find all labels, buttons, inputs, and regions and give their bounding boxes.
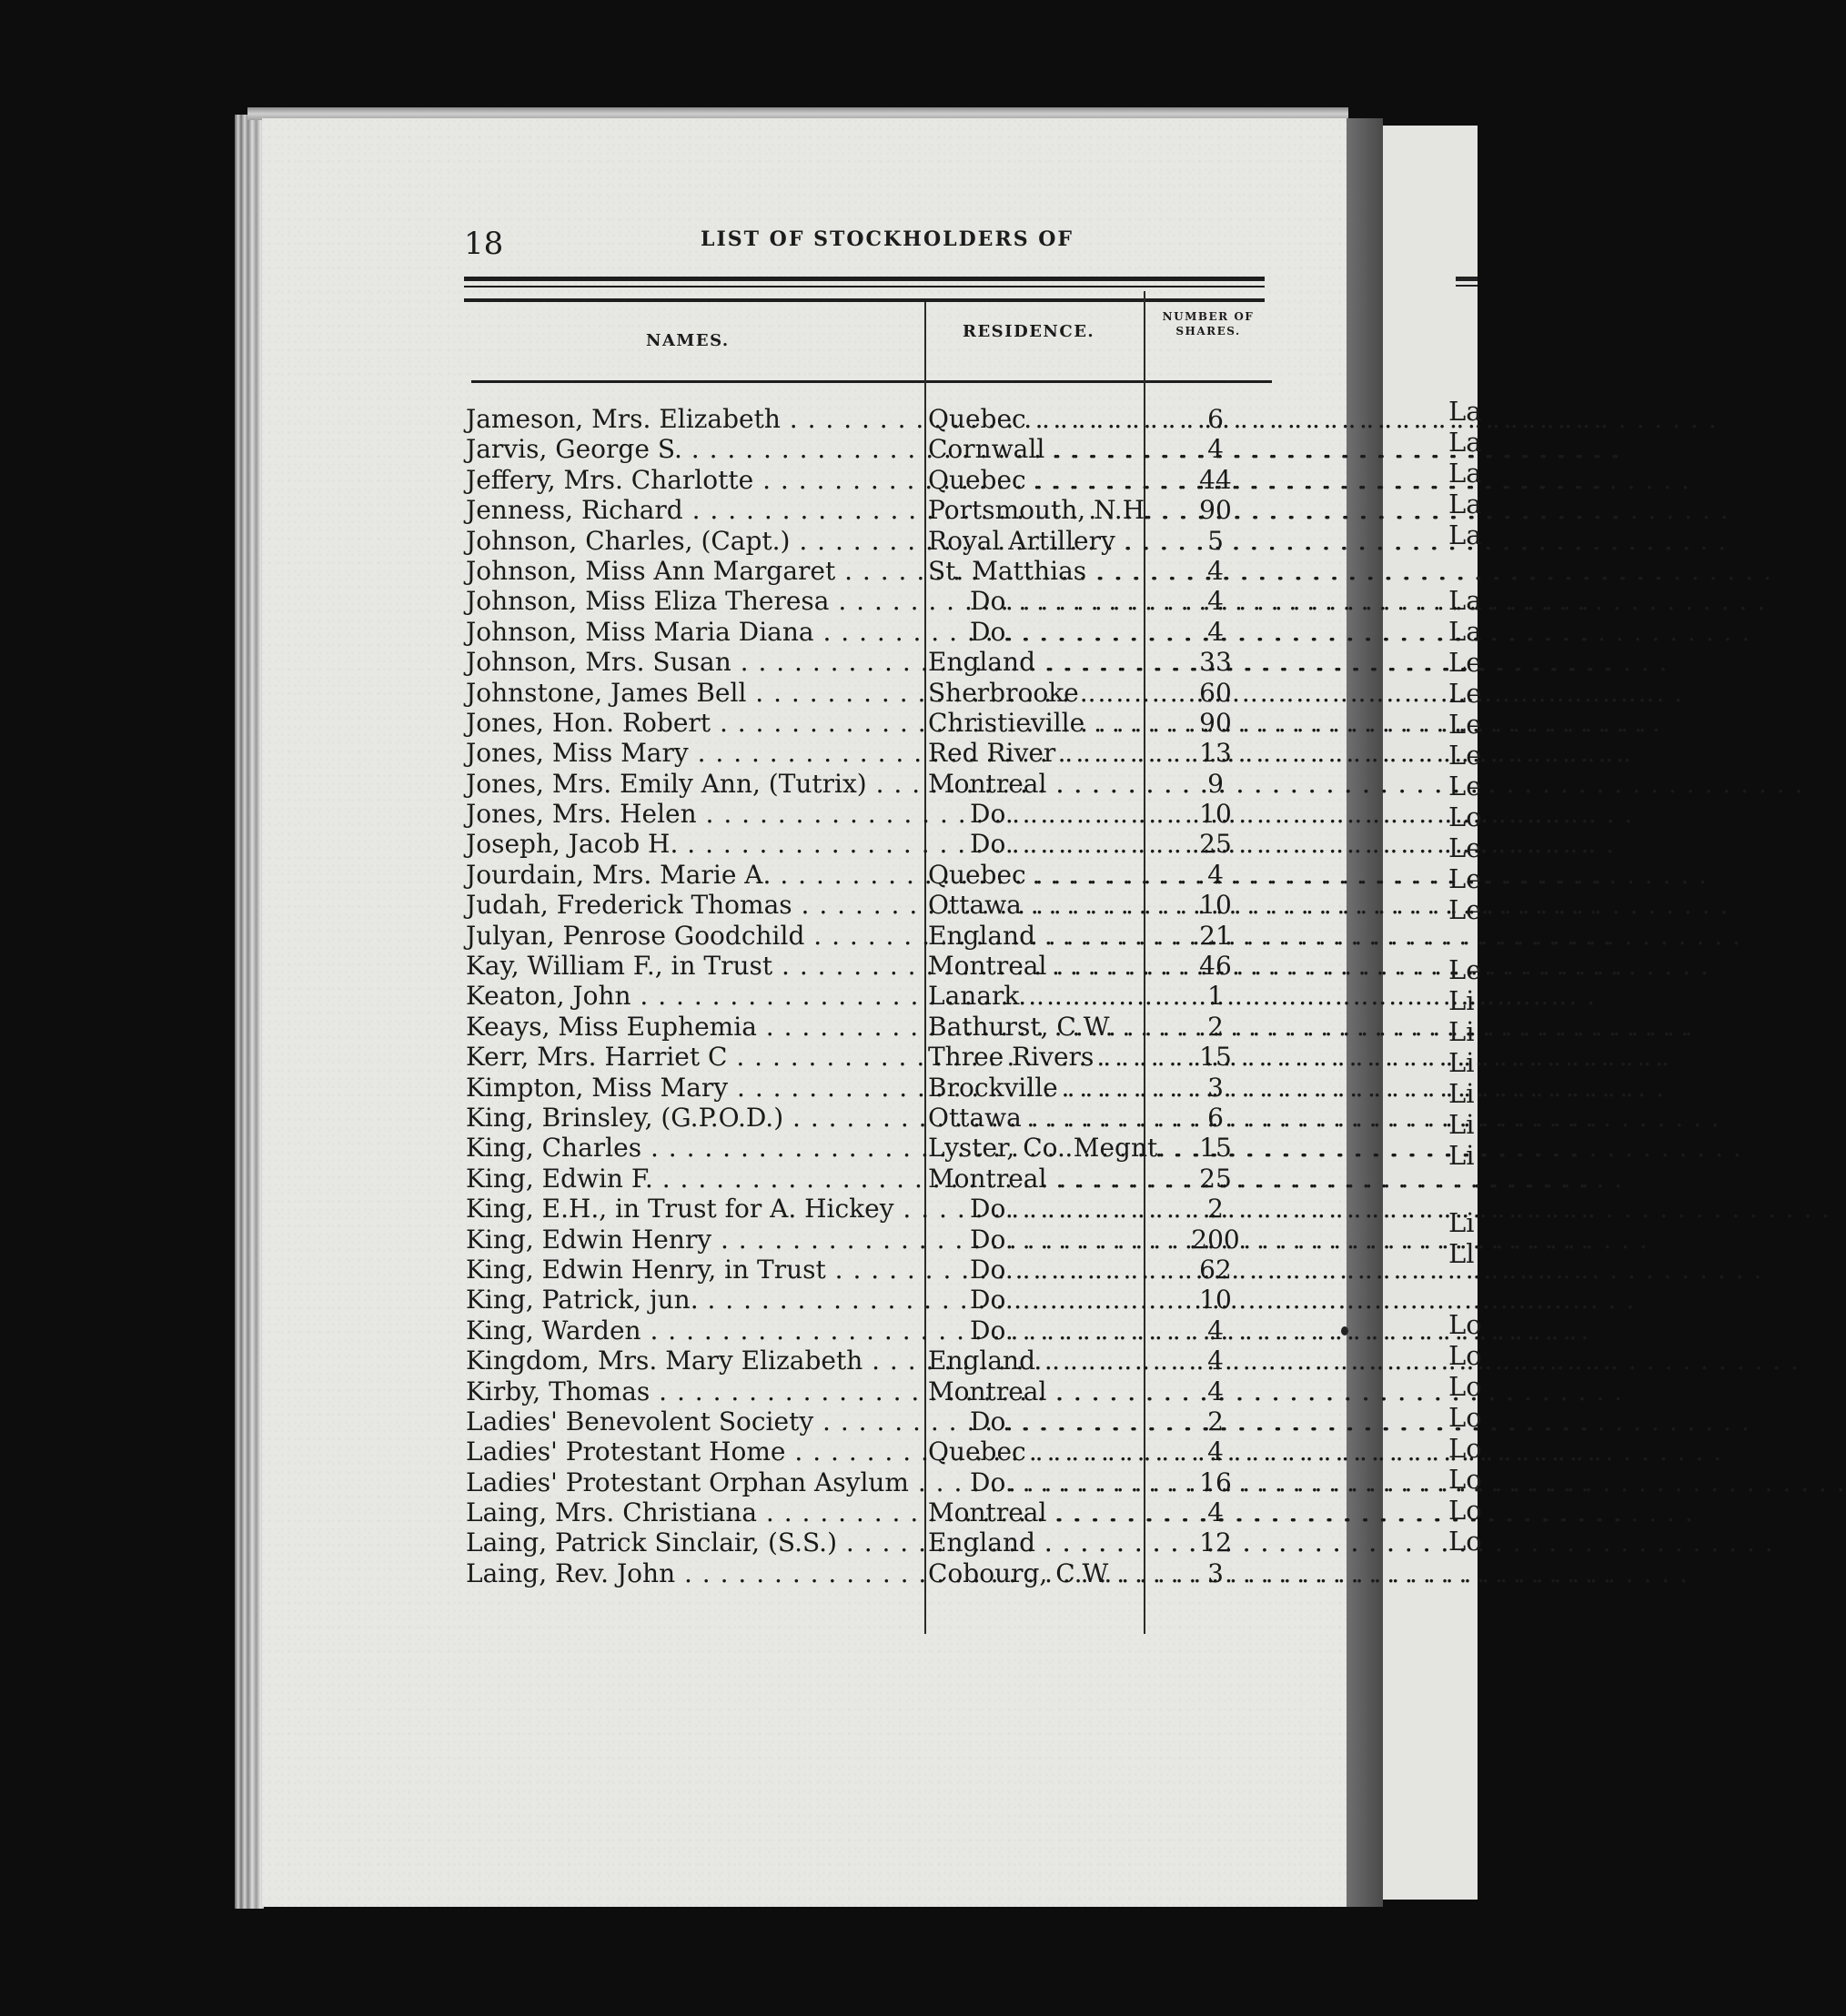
stockholder-shares: 1 (1207, 981, 1224, 1012)
stockholder-name: King, Patrick, jun. . . . (466, 1285, 923, 1315)
stockholder-name: Kay, William F., in Trust . . . (466, 951, 923, 981)
stockholder-shares: 90 (1199, 495, 1232, 526)
stockholder-shares: 2 (1207, 1194, 1224, 1225)
stockholder-name: Laing, Mrs. Christiana . . . (466, 1497, 923, 1527)
table-row (466, 1103, 1285, 1133)
facing-page-fragment: Lo (1448, 801, 1482, 832)
stockholder-residence: Portsmouth, N.H. . . . (928, 495, 1143, 525)
stockholder-shares: 2 (1207, 1011, 1224, 1042)
stockholder-shares: 90 (1199, 707, 1232, 738)
stockholder-shares: 6 (1207, 1102, 1224, 1133)
stockholder-name: Julyan, Penrose Goodchild . . . (466, 921, 923, 951)
stockholder-residence: Do. . . . (928, 1467, 1143, 1497)
facing-page-fragment: Li (1448, 985, 1475, 1016)
stockholder-name: King, Warden . . . (466, 1315, 923, 1346)
stockholder-residence: Do. . . . (928, 799, 1143, 829)
stockholder-residence: Cobourg, C.W. . . . (928, 1558, 1143, 1588)
table-row (466, 617, 1285, 647)
facing-page-fragment: La (1448, 489, 1482, 519)
stockholder-shares: 2 (1207, 1406, 1224, 1436)
stockholder-residence: Do. . . . (928, 1406, 1143, 1436)
column-header-shares-line1: NUMBER OF (1162, 310, 1255, 323)
table-row (466, 647, 1285, 677)
table-row (466, 1225, 1285, 1255)
facing-page-fragment: Lo (1448, 1526, 1482, 1557)
stockholder-shares: 200 (1191, 1224, 1240, 1255)
ink-speck (1341, 1326, 1348, 1336)
stockholder-residence: Montreal . . . (928, 1376, 1143, 1406)
facing-page-fragment: Li (1448, 1207, 1475, 1238)
stockholder-name: Ladies' Protestant Home . . . (466, 1436, 923, 1467)
table-row (466, 1467, 1285, 1497)
stockholder-name: King, E.H., in Trust for A. Hickey . . . (466, 1194, 923, 1224)
facing-page-fragment: Li (1448, 1047, 1475, 1078)
table-row (466, 769, 1285, 799)
facing-page-fragment: Lo (1448, 1464, 1482, 1495)
table-row (466, 860, 1285, 890)
facing-page-fragment: Li (1448, 1140, 1475, 1171)
table-row (466, 1194, 1285, 1224)
table-row (466, 1133, 1285, 1163)
stockholder-shares: 3 (1207, 1557, 1224, 1588)
stockholder-shares: 33 (1199, 647, 1232, 678)
facing-page-fragment: Lo (1448, 1309, 1482, 1340)
stockholder-name: Johnson, Charles, (Capt.) . . . (466, 526, 923, 556)
stockholder-residence: Do. . . . (928, 1225, 1143, 1255)
table-row (466, 1042, 1285, 1072)
stockholder-shares: 4 (1207, 616, 1224, 647)
stockholder-residence: Quebec . . . (928, 465, 1143, 495)
stockholder-name: Johnson, Miss Ann Margaret . . . (466, 556, 923, 586)
stockholder-shares: 10 (1199, 890, 1232, 921)
stockholder-name: Jenness, Richard . . . (466, 495, 923, 525)
table-row (466, 678, 1285, 708)
stockholder-shares: 6 (1207, 404, 1224, 434)
header-rule (464, 277, 1265, 281)
stockholder-name: Jones, Miss Mary . . . (466, 738, 923, 768)
stockholder-residence: Quebec . . . (928, 404, 1143, 434)
stockholder-residence: Ottawa . . . (928, 890, 1143, 920)
stockholder-shares: 4 (1207, 859, 1224, 890)
stockholder-residence: Brockville . . . (928, 1073, 1143, 1103)
facing-page-fragment: Le (1448, 894, 1482, 925)
table-row (466, 1315, 1285, 1346)
stockholder-residence: Montreal . . . (928, 1164, 1143, 1194)
stockholder-name: Jones, Mrs. Emily Ann, (Tutrix) . . . (466, 769, 923, 799)
table-row (466, 921, 1285, 951)
stockholder-name: King, Charles . . . (466, 1133, 923, 1163)
facing-page-fragment: Ll (1448, 1238, 1475, 1269)
table-row (466, 495, 1285, 525)
stockholder-shares: 15 (1199, 1042, 1232, 1073)
stockholder-residence: Three Rivers . . . (928, 1042, 1143, 1072)
stockholder-residence: England . . . (928, 647, 1143, 677)
stockholder-shares: 62 (1199, 1254, 1232, 1285)
stockholder-shares: 21 (1199, 920, 1232, 951)
stockholder-residence: Do. . . . (928, 1255, 1143, 1285)
stockholder-name: Kerr, Mrs. Harriet C . . . (466, 1042, 923, 1072)
facing-page-fragment: La (1448, 519, 1482, 550)
stockholder-name: Jarvis, George S. . . . (466, 434, 923, 464)
table-row (466, 829, 1285, 859)
stockholder-residence: Montreal . . . (928, 951, 1143, 981)
stockholder-residence: Do. . . . (928, 1285, 1143, 1315)
stockholder-residence: Quebec . . . (928, 1436, 1143, 1467)
stockholder-name: Ladies' Protestant Orphan Asylum . . . (466, 1467, 923, 1497)
stockholder-name: Kirby, Thomas . . . (466, 1376, 923, 1406)
stockholder-name: King, Brinsley, (G.P.O.D.) . . . (466, 1103, 923, 1133)
stockholder-name: Jameson, Mrs. Elizabeth . . . (466, 404, 923, 434)
stockholder-residence: Lyster, Co. Megnt. . . . (928, 1133, 1143, 1163)
stockholder-name: King, Edwin Henry . . . (466, 1225, 923, 1255)
stockholder-residence: Do. . . . (928, 586, 1143, 616)
facing-page-fragment: La (1448, 616, 1482, 647)
facing-page-fragment: Le (1448, 709, 1482, 740)
column-header-rule (471, 380, 1272, 383)
stockholder-residence: Do. . . . (928, 1315, 1143, 1346)
facing-page-fragment: Lo (1448, 1433, 1482, 1464)
stockholder-shares: 10 (1199, 1285, 1232, 1315)
facing-page-fragment: Lo (1448, 1371, 1482, 1402)
stockholder-shares: 25 (1199, 829, 1232, 860)
stockholder-name: Kimpton, Miss Mary . . . (466, 1073, 923, 1103)
stockholder-name: Kingdom, Mrs. Mary Elizabeth . . . (466, 1346, 923, 1376)
table-row (466, 1436, 1285, 1467)
table-row (466, 404, 1285, 434)
facing-page-rule (1456, 277, 1478, 281)
stockholder-name: Jones, Hon. Robert . . . (466, 708, 923, 738)
stockholder-shares: 9 (1207, 768, 1224, 799)
table-row (466, 981, 1285, 1011)
stockholder-residence: St. Matthias . . . (928, 556, 1143, 586)
table-row (466, 1558, 1285, 1588)
stockholder-residence: Ottawa . . . (928, 1103, 1143, 1133)
stockholder-residence: Red River . . . (928, 738, 1143, 768)
facing-page-fragment: La (1448, 585, 1482, 616)
stockholder-name: Johnson, Mrs. Susan . . . (466, 647, 923, 677)
column-header-names: NAMES. (646, 331, 730, 350)
stockholder-name: Johnstone, James Bell . . . (466, 678, 923, 708)
stockholder-name: Keaton, John . . . (466, 981, 923, 1011)
stockholder-shares: 44 (1199, 464, 1232, 495)
facing-page-fragment: Lo (1448, 1402, 1482, 1433)
stockholder-residence: Lanark . . . (928, 981, 1143, 1011)
table-row (466, 1497, 1285, 1527)
table-row (466, 586, 1285, 616)
table-row (466, 799, 1285, 829)
facing-page-fragment: Li (1448, 1016, 1475, 1047)
stockholder-name: Keays, Miss Euphemia . . . (466, 1012, 923, 1042)
table-row (466, 556, 1285, 586)
table-row (466, 738, 1285, 768)
stockholder-shares: 12 (1199, 1527, 1232, 1558)
stockholder-residence: England . . . (928, 921, 1143, 951)
stockholder-shares: 25 (1199, 1163, 1232, 1194)
stockholder-shares: 4 (1207, 1376, 1224, 1406)
stockholder-residence: Royal Artillery . . . (928, 526, 1143, 556)
stockholder-residence: Quebec . . . (928, 860, 1143, 890)
stockholder-shares: 4 (1207, 1436, 1224, 1467)
stockholder-shares: 15 (1199, 1133, 1232, 1164)
table-row (466, 434, 1285, 464)
table-row (466, 951, 1285, 981)
table-row (466, 526, 1285, 556)
facing-page-fragment: Le (1448, 832, 1482, 863)
stockholder-shares: 13 (1199, 738, 1232, 769)
facing-page-fragment: Le (1448, 771, 1482, 801)
facing-page-fragment: La (1448, 427, 1482, 458)
stockholder-shares: 4 (1207, 1346, 1224, 1376)
running-title: LIST OF STOCKHOLDERS OF (701, 227, 1074, 251)
table-row (466, 1527, 1285, 1557)
stockholder-shares: 4 (1207, 1497, 1224, 1528)
table-row (466, 1346, 1285, 1376)
stockholder-shares: 4 (1207, 1315, 1224, 1346)
table-row (466, 1012, 1285, 1042)
stockholder-residence: Montreal . . . (928, 1497, 1143, 1527)
stockholder-name: King, Edwin F. . . . (466, 1164, 923, 1194)
stockholder-shares: 60 (1199, 677, 1232, 708)
stockholder-shares: 4 (1207, 555, 1224, 586)
stockholder-residence: Bathurst, C.W. . . . (928, 1012, 1143, 1042)
header-rule-thin (464, 286, 1265, 287)
stockholder-name: Laing, Rev. John . . . (466, 1558, 923, 1588)
stockholder-residence: Do. . . . (928, 829, 1143, 859)
stockholder-name: Ladies' Benevolent Society . . . (466, 1406, 923, 1436)
stockholder-shares: 3 (1207, 1072, 1224, 1103)
stockholder-name: Joseph, Jacob H. . . . (466, 829, 923, 859)
table-row (466, 1164, 1285, 1194)
stockholder-shares: 16 (1199, 1467, 1232, 1497)
page-stack-edge (235, 115, 264, 1909)
stockholder-table (466, 404, 1285, 1588)
stockholder-residence: England . . . (928, 1527, 1143, 1557)
stockholder-residence: Do. . . . (928, 617, 1143, 647)
table-row (466, 1285, 1285, 1315)
stockholder-shares: 46 (1199, 951, 1232, 982)
table-row (466, 1376, 1285, 1406)
column-header-residence: RESIDENCE. (963, 322, 1095, 341)
facing-page-rule-thin (1456, 285, 1478, 287)
facing-page-fragment: Le (1448, 954, 1482, 985)
stockholder-residence: Do. . . . (928, 1194, 1143, 1224)
stockholder-residence: Cornwall . . . (928, 434, 1143, 464)
facing-page-fragment: La (1448, 396, 1482, 427)
table-row (466, 890, 1285, 920)
facing-page-fragment: Le (1448, 740, 1482, 771)
stockholder-residence: Christieville . . . (928, 708, 1143, 738)
stockholder-residence: Sherbrooke . . . (928, 678, 1143, 708)
stockholder-name: Judah, Frederick Thomas . . . (466, 890, 923, 920)
facing-page-fragment: Le (1448, 678, 1482, 709)
facing-page-fragment: Lo (1448, 1340, 1482, 1371)
facing-page-fragment: Li (1448, 1109, 1475, 1140)
stockholder-name: Jeffery, Mrs. Charlotte . . . (466, 465, 923, 495)
table-row (466, 465, 1285, 495)
facing-page-fragment: Le (1448, 647, 1482, 678)
stockholder-shares: 5 (1207, 525, 1224, 556)
table-row (466, 708, 1285, 738)
table-row (466, 1073, 1285, 1103)
facing-page-fragment: Li (1448, 1078, 1475, 1109)
table-row (466, 1406, 1285, 1436)
facing-page-fragment: Le (1448, 863, 1482, 894)
facing-page-fragment: La (1448, 458, 1482, 489)
stockholder-residence: England . . . (928, 1346, 1143, 1376)
stockholder-shares: 10 (1199, 799, 1232, 830)
column-header-shares (1152, 309, 1265, 338)
stockholder-shares: 4 (1207, 434, 1224, 465)
stockholder-name: Johnson, Miss Eliza Theresa . . . (466, 586, 923, 616)
stockholder-shares: 4 (1207, 586, 1224, 617)
stockholder-name: Laing, Patrick Sinclair, (S.S.) . . . (466, 1527, 923, 1557)
page-number: 18 (464, 226, 504, 262)
column-header-shares-line2: SHARES. (1175, 325, 1241, 338)
table-row (466, 1255, 1285, 1285)
stockholder-name: Jones, Mrs. Helen . . . (466, 799, 923, 829)
stockholder-name: King, Edwin Henry, in Trust . . . (466, 1255, 923, 1285)
stockholder-name: Johnson, Miss Maria Diana . . . (466, 617, 923, 647)
stockholder-name: Jourdain, Mrs. Marie A. . . . (466, 860, 923, 890)
stockholder-residence: Montreal . . . (928, 769, 1143, 799)
facing-page-fragment: Lo (1448, 1495, 1482, 1526)
